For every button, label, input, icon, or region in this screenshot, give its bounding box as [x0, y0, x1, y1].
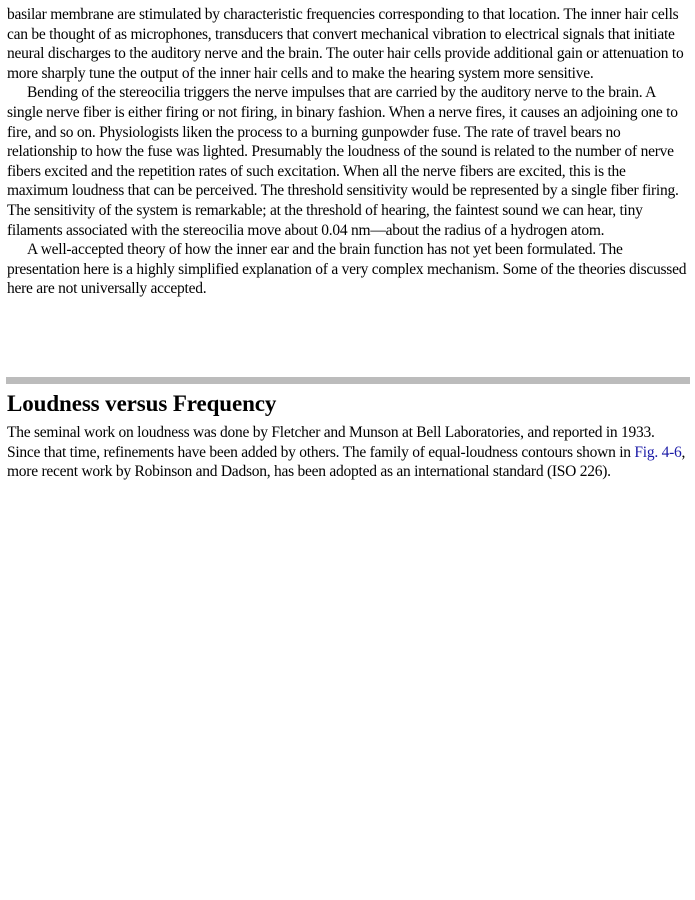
section-heading: Loudness versus Frequency: [7, 391, 277, 416]
paragraph-theory: A well-accepted theory of how the inner ear and the brain function has not yet been formulated. The presentation here is a highly simplified explanation of a very complex mechanism. Some of the theories discussed here are not universally accepted.: [7, 241, 687, 298]
section-divider: [6, 377, 690, 384]
figure-4-6-link[interactable]: Fig. 4-6: [634, 443, 682, 461]
body-text: [7, 5, 689, 299]
paragraph-basilar-membrane: basilar membrane are stimulated by characteristic frequencies corresponding to that location. The inner hair cells can be thought of as microphones, transducers that convert mechanical vibration to electrical signals that initiate neural discharges to the auditory nerve and the brain. The outer hair cells provide additional gain or attenuation to more sharply tune the output of the inner hair cells and to make the hearing system more sensitive.: [7, 6, 684, 82]
paragraph-loudness-text-start: The seminal work on loudness was done by Fletcher and Munson at Bell Laboratories, and reported in 1933. Since that time, refinements have been added by others. The family of equal-loudness contours shown in: [7, 424, 655, 461]
paragraph-loudness: [7, 423, 689, 482]
paragraph-stereocilia: Bending of the stereocilia triggers the nerve impulses that are carried by the auditory nerve to the brain. A single nerve fiber is either firing or not firing, in binary fashion. When a nerve fires, it causes an adjoining one to fire, and so on. Physiologists liken the process to a burning gunpowder fuse. The rate of travel bears no relationship to how the fuse was lighted. Presumably the loudness of the sound is related to the number of nerve fibers excited and the repetition rates of such excitation. When all the nerve fibers are excited, this is the maximum loudness that can be perceived. The threshold sensitivity would be represented by a single fiber firing. The sensitivity of the system is remarkable; at the threshold of hearing, the faintest sound we can hear, tiny filaments associated with the stereocilia move about 0.04 nm—about the radius of a hydrogen atom.: [7, 84, 679, 239]
loudness-section: [7, 390, 689, 482]
paragraph-loudness-text-end: , more recent work by Robinson and Dadson, has been adopted as an international standard (ISO 226).: [7, 443, 686, 481]
